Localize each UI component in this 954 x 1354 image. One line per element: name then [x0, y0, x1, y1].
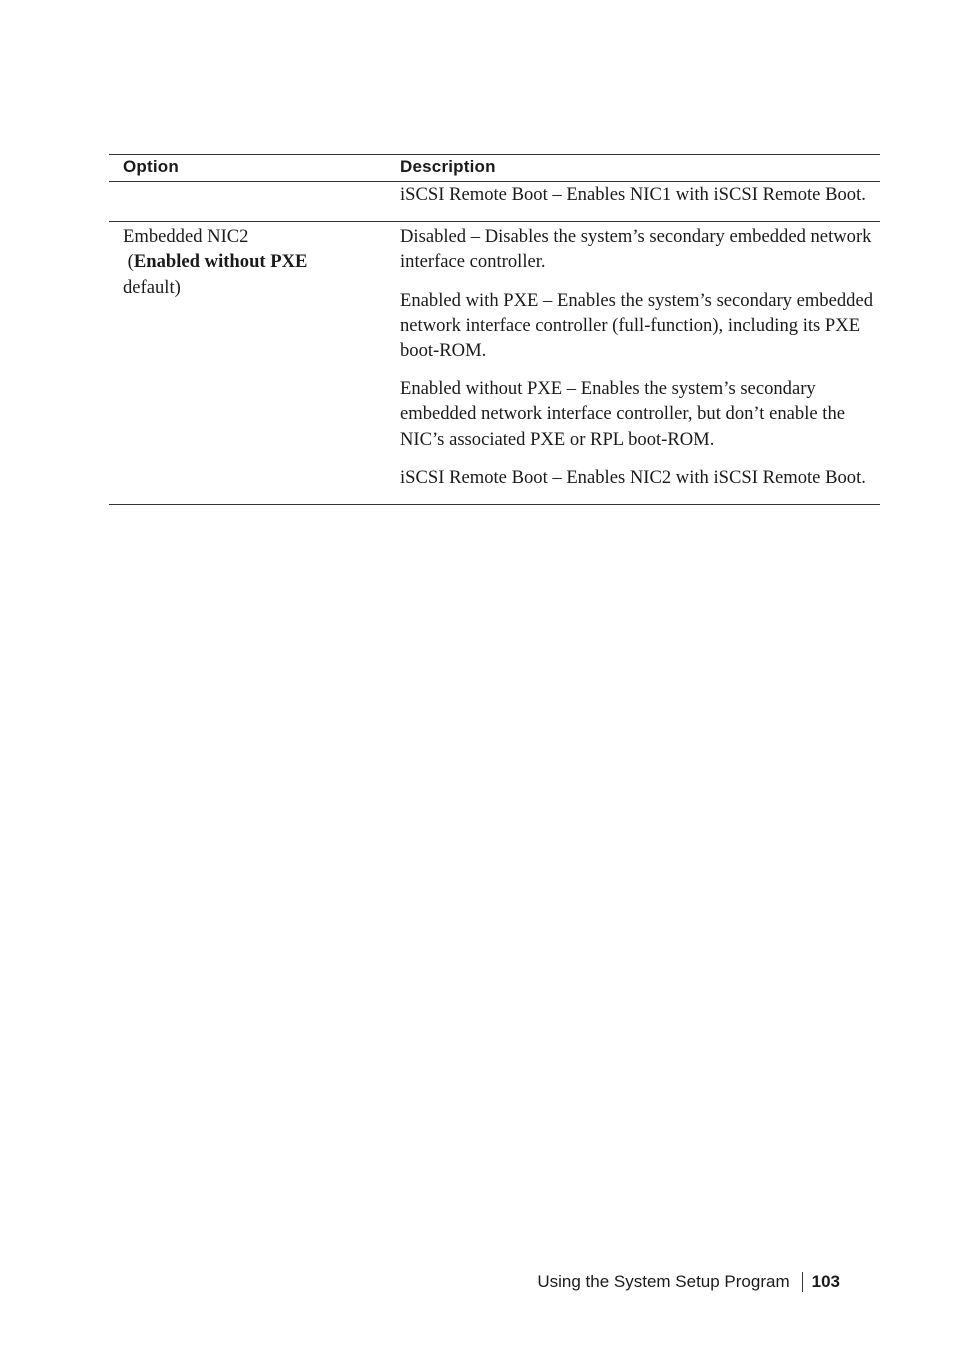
description-paragraph: iSCSI Remote Boot – Enables NIC2 with iSCSI Remote Boot. [400, 466, 866, 488]
table-row [109, 182, 880, 222]
description-cell [400, 224, 880, 490]
table-header-row [109, 154, 880, 182]
option-default-line [123, 249, 400, 274]
footer-separator [802, 1272, 803, 1292]
header-option: Option [123, 157, 179, 176]
option-cell [109, 224, 400, 490]
option-name: Embedded NIC2 [123, 226, 249, 248]
description-paragraph: Enabled with PXE – Enables the system’s secondary embedded network interface controller (full-function), including its PXE boot-ROM. [400, 289, 873, 362]
table-row [109, 222, 880, 505]
option-default-value: Enabled without PXE [133, 251, 308, 273]
page-footer [537, 1272, 840, 1292]
page-number: 103 [811, 1272, 840, 1291]
description-paragraph: Disabled – Disables the system’s secondary embedded network interface controller. [400, 226, 872, 273]
option-cell [109, 182, 400, 207]
description-paragraph: Enabled without PXE – Enables the system’s secondary embedded network interface controller, but don’t enable the NIC’s associated PXE or RPL boot-ROM. [400, 378, 845, 450]
footer-section-title: Using the System Setup Program [537, 1272, 790, 1291]
option-default-suffix: default) [123, 276, 181, 298]
option-open-paren: ( [127, 251, 134, 273]
description-paragraph: iSCSI Remote Boot – Enables NIC1 with iSCSI Remote Boot. [400, 184, 866, 205]
options-table [109, 154, 880, 505]
header-description: Description [400, 157, 496, 176]
description-cell [400, 182, 880, 207]
